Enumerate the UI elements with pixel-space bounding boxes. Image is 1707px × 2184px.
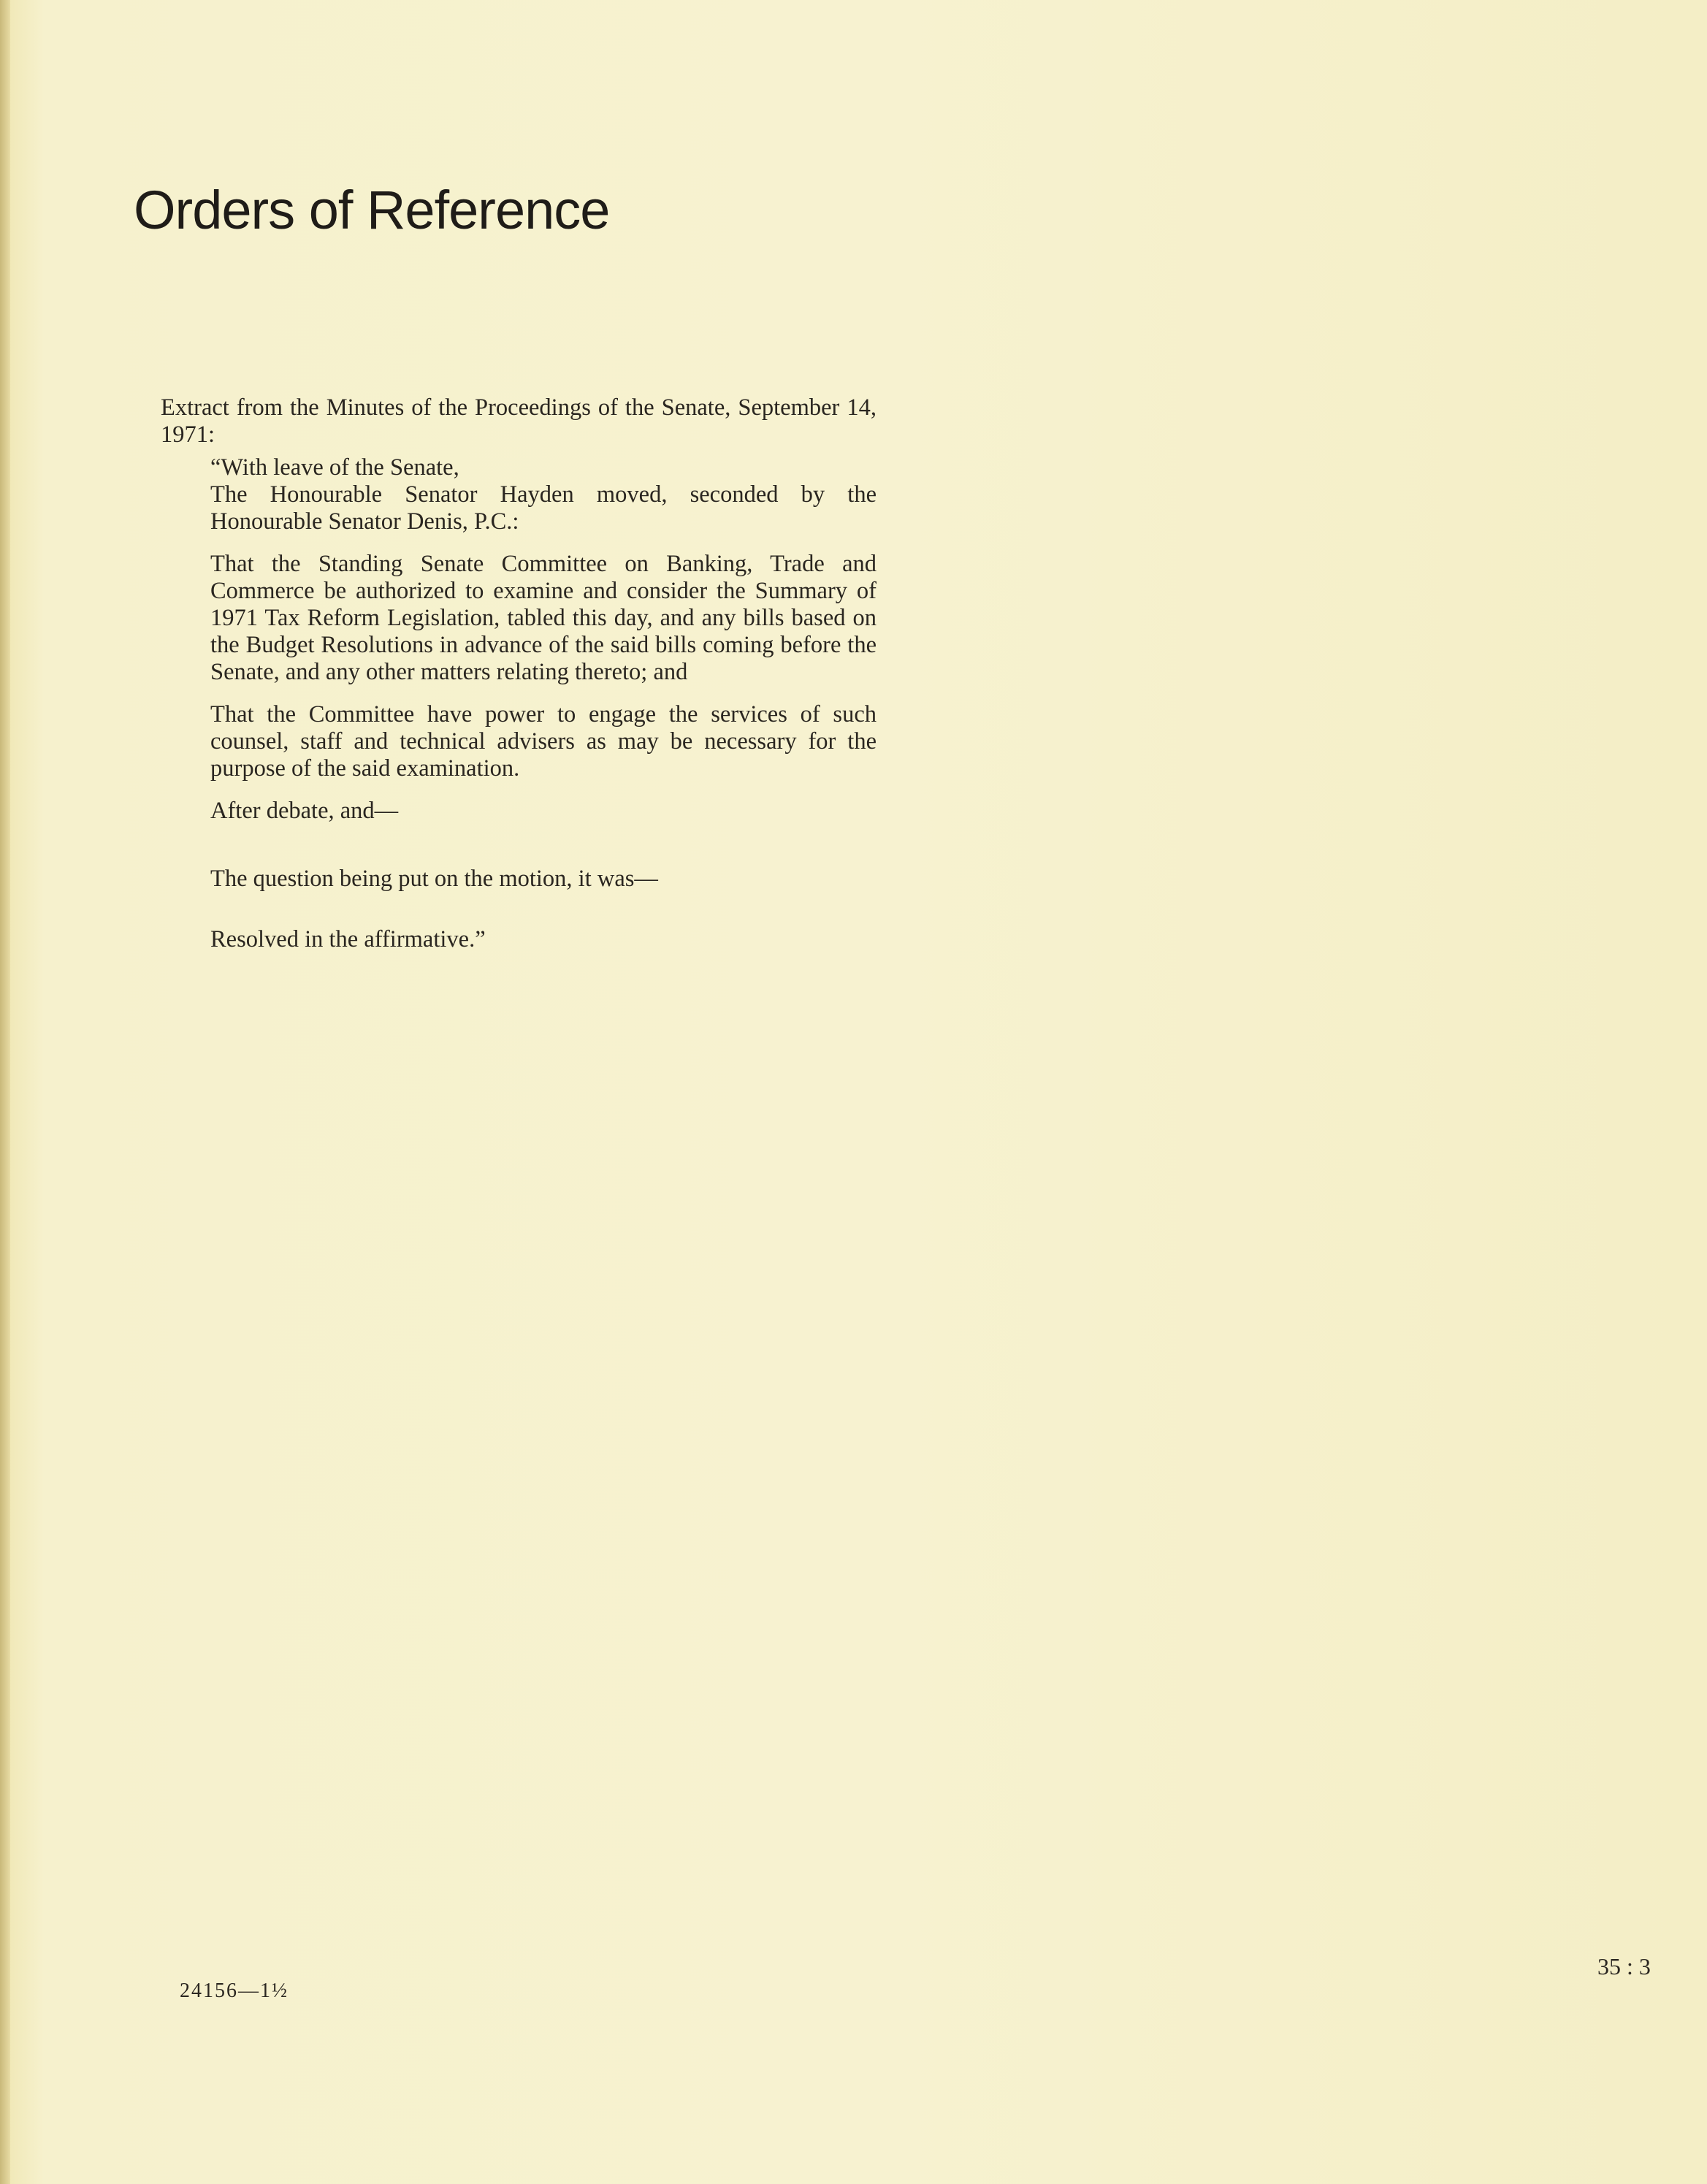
paragraph-leave: “With leave of the Senate, bbox=[210, 454, 459, 481]
paragraph-question: The question being put on the motion, it was— bbox=[210, 866, 658, 892]
paragraph-authorization: That the Standing Senate Committee on Banking, Trade and Commerce be authorized to examine and consider the Summary of 1971 Tax Reform Legislation, tabled this day, and any bills based on the Budget Resolutions in advance of the said bills coming before the Senate, and any other matters relating thereto; and bbox=[210, 551, 877, 685]
page-edge bbox=[0, 0, 10, 2184]
print-code: 24156—1½ bbox=[180, 1979, 289, 2002]
paragraph-moved: The Honourable Senator Hayden moved, seconded by the Honourable Senator Denis, P.C.: bbox=[210, 481, 877, 535]
paragraph-debate: After debate, and— bbox=[210, 798, 399, 824]
page-number: 35 : 3 bbox=[1597, 1953, 1651, 1979]
extract-paragraph: Extract from the Minutes of the Proceedings of the Senate, September 14, 1971: bbox=[161, 394, 877, 448]
orders-body bbox=[161, 394, 877, 953]
page-title: Orders of Reference bbox=[134, 180, 610, 240]
paragraph-power: That the Committee have power to engage the services of such counsel, staff and technical advisers as may be necessary for the purpose of the said examination. bbox=[210, 701, 877, 782]
paragraph-resolved: Resolved in the affirmative.” bbox=[210, 926, 486, 952]
